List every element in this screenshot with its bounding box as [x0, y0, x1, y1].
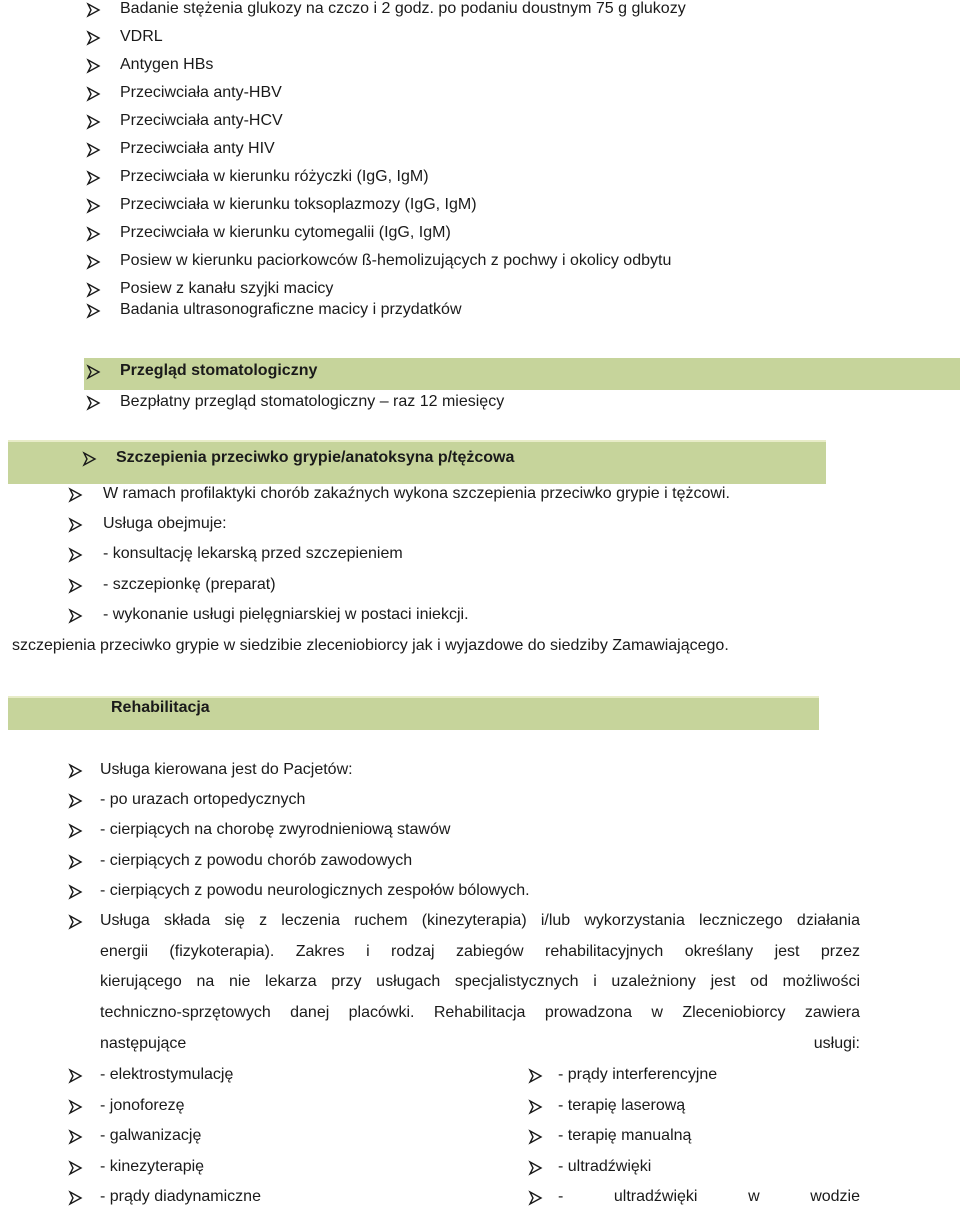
- service-item-text: - ultradźwięki w wodzie: [558, 1188, 860, 1205]
- list-item-text: Przeciwciała w kierunku cytomegalii (IgG, IgM): [120, 224, 451, 241]
- paragraph-line: energii (fizykoterapia). Zakres i rodzaj zabiegów rehabilitacyjnych określany jest przez: [100, 943, 860, 960]
- list-item-text: Przeciwciała anty HIV: [120, 140, 275, 157]
- service-item-text: - prądy interferencyjne: [558, 1066, 718, 1083]
- arrow-bullet-icon: [86, 254, 102, 270]
- list-item-text: Badanie stężenia glukozy na czczo i 2 godz. po podaniu doustnym 75 g glukozy: [120, 0, 686, 17]
- paragraph-line: techniczno-sprzętowych danej placówki. Rehabilitacja prowadzona w Zleceniobiorcy zawiera: [100, 1004, 860, 1021]
- service-item-text: - elektrostymulację: [100, 1066, 234, 1083]
- arrow-bullet-icon: [86, 58, 102, 74]
- list-item-text: Usługa kierowana jest do Pacjetów:: [100, 761, 353, 778]
- arrow-bullet-icon: [68, 763, 84, 779]
- dental-heading-text: Przegląd stomatologiczny: [120, 362, 318, 379]
- arrow-bullet-icon: [68, 1160, 84, 1176]
- list-item-text: - cierpiących z powodu neurologicznych zespołów bólowych.: [100, 882, 530, 899]
- arrow-bullet-icon: [68, 1129, 84, 1145]
- list-item-text: Posiew w kierunku paciorkowców ß-hemolizujących z pochwy i okolicy odbytu: [120, 252, 672, 269]
- arrow-bullet-icon: [86, 2, 102, 18]
- arrow-bullet-icon: [86, 282, 102, 298]
- list-item-text: Przeciwciała anty-HBV: [120, 84, 282, 101]
- list-item-text: - konsultację lekarską przed szczepieniem: [103, 545, 403, 562]
- list-item-text: - wykonanie usługi pielęgniarskiej w postaci iniekcji.: [103, 606, 469, 623]
- arrow-bullet-icon: [86, 395, 102, 411]
- list-item-text: - cierpiących z powodu chorób zawodowych: [100, 852, 413, 869]
- arrow-bullet-icon: [68, 487, 84, 503]
- arrow-bullet-icon: [68, 1099, 84, 1115]
- service-item-text: - kinezyterapię: [100, 1158, 205, 1175]
- list-item-text: Usługa obejmuje:: [103, 515, 227, 532]
- list-item-text: Badania ultrasonograficzne macicy i przydatków: [120, 301, 462, 318]
- list-item-text: - cierpiących na chorobę zwyrodnieniową stawów: [100, 821, 451, 838]
- arrow-bullet-icon: [86, 364, 102, 380]
- service-item-text: - terapię laserową: [558, 1097, 686, 1114]
- arrow-bullet-icon: [68, 854, 84, 870]
- list-item-text: Przeciwciała w kierunku różyczki (IgG, IgM): [120, 168, 429, 185]
- rehab-heading: Rehabilitacja: [111, 699, 210, 716]
- service-item-text: - jonoforezę: [100, 1097, 185, 1114]
- arrow-bullet-icon: [86, 142, 102, 158]
- paragraph-last-left: następujące: [100, 1035, 187, 1052]
- arrow-bullet-icon: [528, 1190, 544, 1206]
- arrow-bullet-icon: [68, 578, 84, 594]
- arrow-bullet-icon: [86, 198, 102, 214]
- arrow-bullet-icon: [82, 451, 98, 467]
- paragraph-last-line: [100, 1035, 860, 1053]
- service-item-text: - terapię manualną: [558, 1127, 692, 1144]
- service-item-text: - prądy diadynamiczne: [100, 1188, 261, 1205]
- arrow-bullet-icon: [86, 30, 102, 46]
- list-item-text: - po urazach ortopedycznych: [100, 791, 306, 808]
- arrow-bullet-icon: [68, 1068, 84, 1084]
- list-item-text: Antygen HBs: [120, 56, 214, 73]
- service-item-text: - ultradźwięki: [558, 1158, 652, 1175]
- arrow-bullet-icon: [68, 608, 84, 624]
- arrow-bullet-icon: [528, 1068, 544, 1084]
- paragraph-line: Usługa składa się z leczenia ruchem (kinezyterapia) i/lub wykorzystania leczniczego działania: [100, 912, 860, 929]
- arrow-bullet-icon: [86, 170, 102, 186]
- arrow-bullet-icon: [68, 914, 84, 930]
- arrow-bullet-icon: [68, 884, 84, 900]
- arrow-bullet-icon: [68, 793, 84, 809]
- arrow-bullet-icon: [528, 1160, 544, 1176]
- arrow-bullet-icon: [68, 1190, 84, 1206]
- list-item-text: W ramach profilaktyki chorób zakaźnych wykona szczepienia przeciwko grypie i tężcowi.: [103, 485, 730, 502]
- list-item-text: VDRL: [120, 28, 163, 45]
- arrow-bullet-icon: [528, 1129, 544, 1145]
- list-item-text: - szczepionkę (preparat): [103, 576, 276, 593]
- arrow-bullet-icon: [68, 823, 84, 839]
- arrow-bullet-icon: [68, 517, 84, 533]
- arrow-bullet-icon: [86, 303, 102, 319]
- arrow-bullet-icon: [86, 86, 102, 102]
- arrow-bullet-icon: [68, 547, 84, 563]
- list-item-text: Bezpłatny przegląd stomatologiczny – raz 12 miesięcy: [120, 393, 505, 410]
- list-item-text: Przeciwciała anty-HCV: [120, 112, 283, 129]
- list-item-text: Przeciwciała w kierunku toksoplazmozy (IgG, IgM): [120, 196, 477, 213]
- paragraph-last-right: usługi:: [813, 1035, 860, 1052]
- arrow-bullet-icon: [86, 114, 102, 130]
- list-item-text: Posiew z kanału szyjki macicy: [120, 280, 334, 297]
- service-item-text: - galwanizację: [100, 1127, 202, 1144]
- arrow-bullet-icon: [528, 1099, 544, 1115]
- paragraph-line: kierującego na nie lekarza przy usługach specjalistycznych i uzależniony jest od możliwości: [100, 973, 860, 990]
- arrow-bullet-icon: [86, 226, 102, 242]
- vaccination-heading-text: Szczepienia przeciwko grypie/anatoksyna p/tężcowa: [116, 449, 515, 466]
- vaccination-note: szczepienia przeciwko grypie w siedzibie zleceniobiorcy jak i wyjazdowe do siedziby Zamawiającego.: [12, 637, 729, 654]
